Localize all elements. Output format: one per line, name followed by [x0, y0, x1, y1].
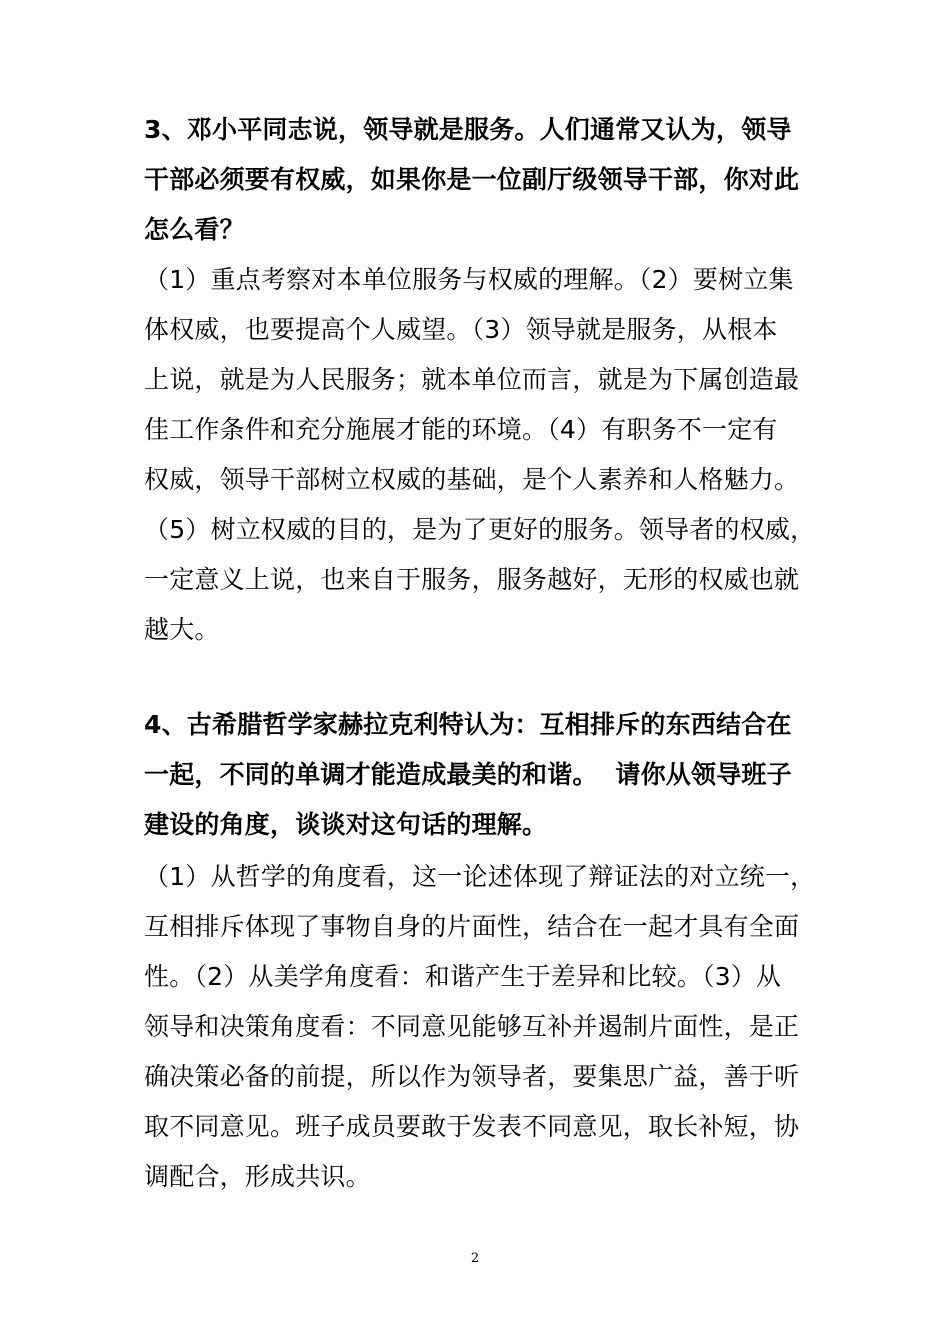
- answer-4-line: 性。（2）从美学角度看：和谐产生于差异和比较。（3）从: [144, 962, 782, 991]
- question-3: [144, 105, 824, 255]
- answer-3-line: （5）树立权威的目的，是为了更好的服务。领导者的权威，: [144, 515, 816, 544]
- answer-4-line: 调配合，形成共识。: [144, 1162, 371, 1191]
- question-3-line: 怎么看？: [144, 215, 245, 244]
- question-4: [144, 700, 824, 850]
- question-3-line: 干部必须要有权威，如果你是一位副厅级领导干部，你对此: [144, 165, 800, 194]
- question-4-line: 一起，不同的单调才能造成最美的和谐。 请你从领导班子: [144, 760, 792, 789]
- answer-3-line: （1）重点考察对本单位服务与权威的理解。（2）要树立集: [144, 265, 794, 294]
- answer-4-line: （1）从哲学的角度看，这一论述体现了辩证法的对立统一，: [144, 862, 816, 891]
- answer-3-line: 权威，领导干部树立权威的基础，是个人素养和人格魅力。: [144, 465, 800, 494]
- question-3-line: 3、邓小平同志说，领导就是服务。人们通常又认为，领导: [144, 115, 792, 144]
- answer-4-line: 互相排斥体现了事物自身的片面性，结合在一起才具有全面: [144, 912, 800, 941]
- question-4-line: 建设的角度，谈谈对这句话的理解。: [144, 810, 548, 839]
- answer-3-line: 佳工作条件和充分施展才能的环境。（4）有职务不一定有: [144, 415, 778, 444]
- page-number: 2: [470, 1251, 480, 1266]
- answer-4-line: 取不同意见。班子成员要敢于发表不同意见，取长补短，协: [144, 1112, 800, 1141]
- answer-3-line: 体权威，也要提高个人威望。（3）领导就是服务，从根本: [144, 315, 778, 344]
- answer-3-line: 上说，就是为人民服务；就本单位而言，就是为下属创造最: [144, 365, 800, 394]
- answer-4: [144, 852, 824, 1202]
- answer-3-line: 一定意义上说，也来自于服务，服务越好，无形的权威也就: [144, 565, 800, 594]
- question-4-line: 4、古希腊哲学家赫拉克利特认为：互相排斥的东西结合在: [144, 710, 792, 739]
- answer-4-line: 领导和决策角度看：不同意见能够互补并遏制片面性，是正: [144, 1012, 800, 1041]
- answer-3-line: 越大。: [144, 615, 220, 644]
- answer-3: [144, 255, 824, 655]
- answer-4-line: 确决策必备的前提，所以作为领导者，要集思广益，善于听: [144, 1062, 800, 1091]
